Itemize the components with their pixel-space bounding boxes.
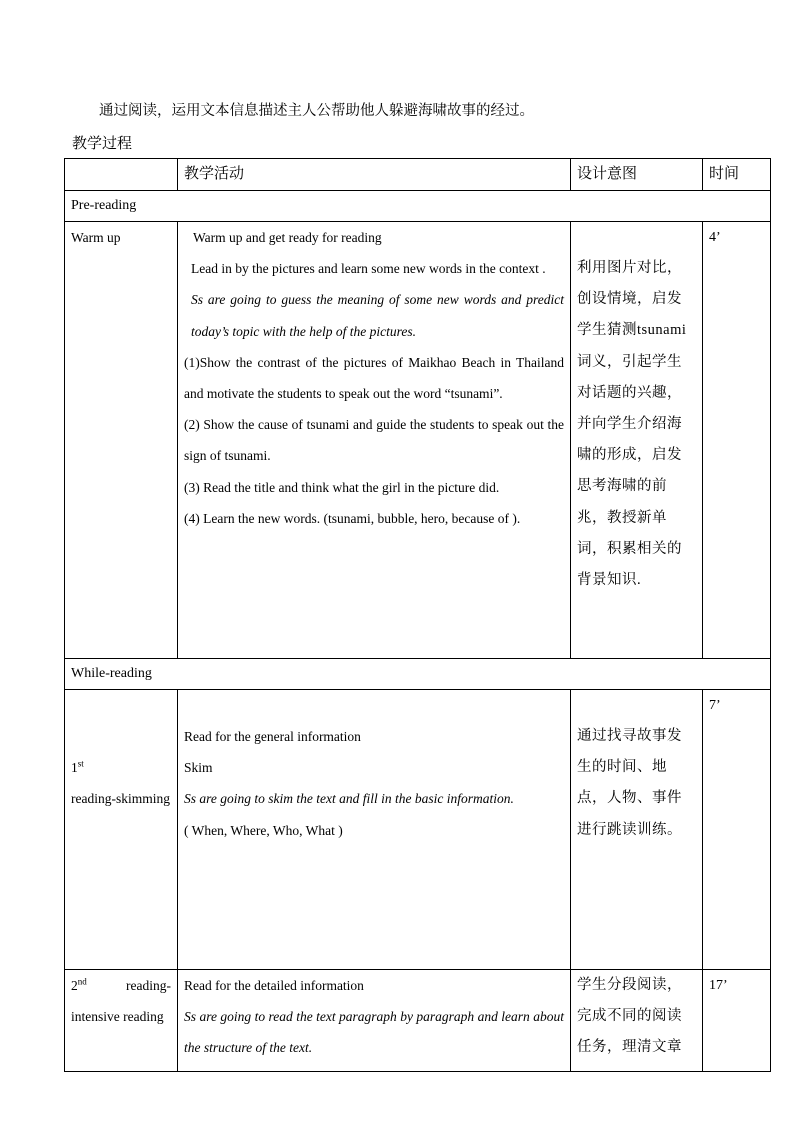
activity-cell [178, 690, 571, 970]
phase-cell: 1st reading-skimming [65, 690, 178, 970]
lesson-plan-table [64, 158, 771, 1072]
phase-cell: Warm up [65, 222, 178, 659]
intent-cell: 学生分段阅读，完成不同的阅读任务，理清文章 [571, 970, 703, 1072]
intent-cell: 通过找寻故事发生的时间、地点，人物、事件进行跳读训练。 [571, 690, 703, 970]
time-cell: 7’ [703, 690, 771, 970]
table-row-warmup [65, 222, 771, 659]
table-row-intensive [65, 970, 771, 1072]
header-activity: 教学活动 [178, 159, 571, 191]
activity-title: Read for the general information [184, 729, 361, 744]
activity-step: (1)Show the contrast of the pictures of Maikhao Beach in Thailand and motivate the students to speak out the word “tsunami”. [184, 354, 564, 402]
table-header-row [65, 159, 771, 191]
activity-cell [178, 970, 571, 1072]
header-stage [65, 159, 178, 191]
activity-step: (4) Learn the new words. (tsunami, bubble, hero, because of ). [184, 510, 521, 526]
time-cell: 17’ [703, 970, 771, 1072]
activity-cell [178, 222, 571, 659]
intent-cell: 利用图片对比，创设情境，启发学生猜测tsunami词义，引起学生对话题的兴趣，并向学生介绍海啸的形成，启发思考海啸的前兆，教授新单词，积累相关的背景知识. [571, 222, 703, 659]
activity-list: ( When, Where, Who, What ) [184, 822, 343, 838]
activity-step: (2) Show the cause of tsunami and guide the students to speak out the sign of tsunami. [184, 417, 564, 464]
stage-label: While-reading [65, 659, 771, 690]
stage-row-while-reading [65, 659, 771, 690]
section-title: 教学过程 [72, 134, 133, 152]
table-row-skim [65, 690, 771, 970]
activity-goal: Ss are going to read the text paragraph by paragraph and learn about the structure of the text. [184, 1009, 564, 1056]
activity-title: Read for the detailed information [184, 978, 364, 993]
activity-goal: Ss are going to guess the meaning of some new words and predict today’s topic with the help of the pictures. [191, 292, 564, 339]
activity-step: (3) Read the title and think what the girl in the picture did. [184, 479, 500, 495]
activity-sub: Skim [184, 760, 213, 776]
phase-cell: 2nd reading- intensive reading [65, 970, 178, 1072]
header-intent: 设计意图 [571, 159, 703, 191]
stage-row-pre-reading [65, 191, 771, 222]
intro-paragraph: 通过阅读，运用文本信息描述主人公帮助他人躲避海啸故事的经过。 [99, 103, 534, 119]
activity-goal: Ss are going to skim the text and fill in the basic information. [184, 791, 514, 807]
activity-lead: Lead in by the pictures and learn some new words in the context . [191, 261, 546, 277]
time-cell: 4’ [703, 222, 771, 659]
header-time: 时间 [703, 159, 771, 191]
stage-label: Pre-reading [65, 191, 771, 222]
activity-title: Warm up and get ready for reading [193, 230, 382, 245]
